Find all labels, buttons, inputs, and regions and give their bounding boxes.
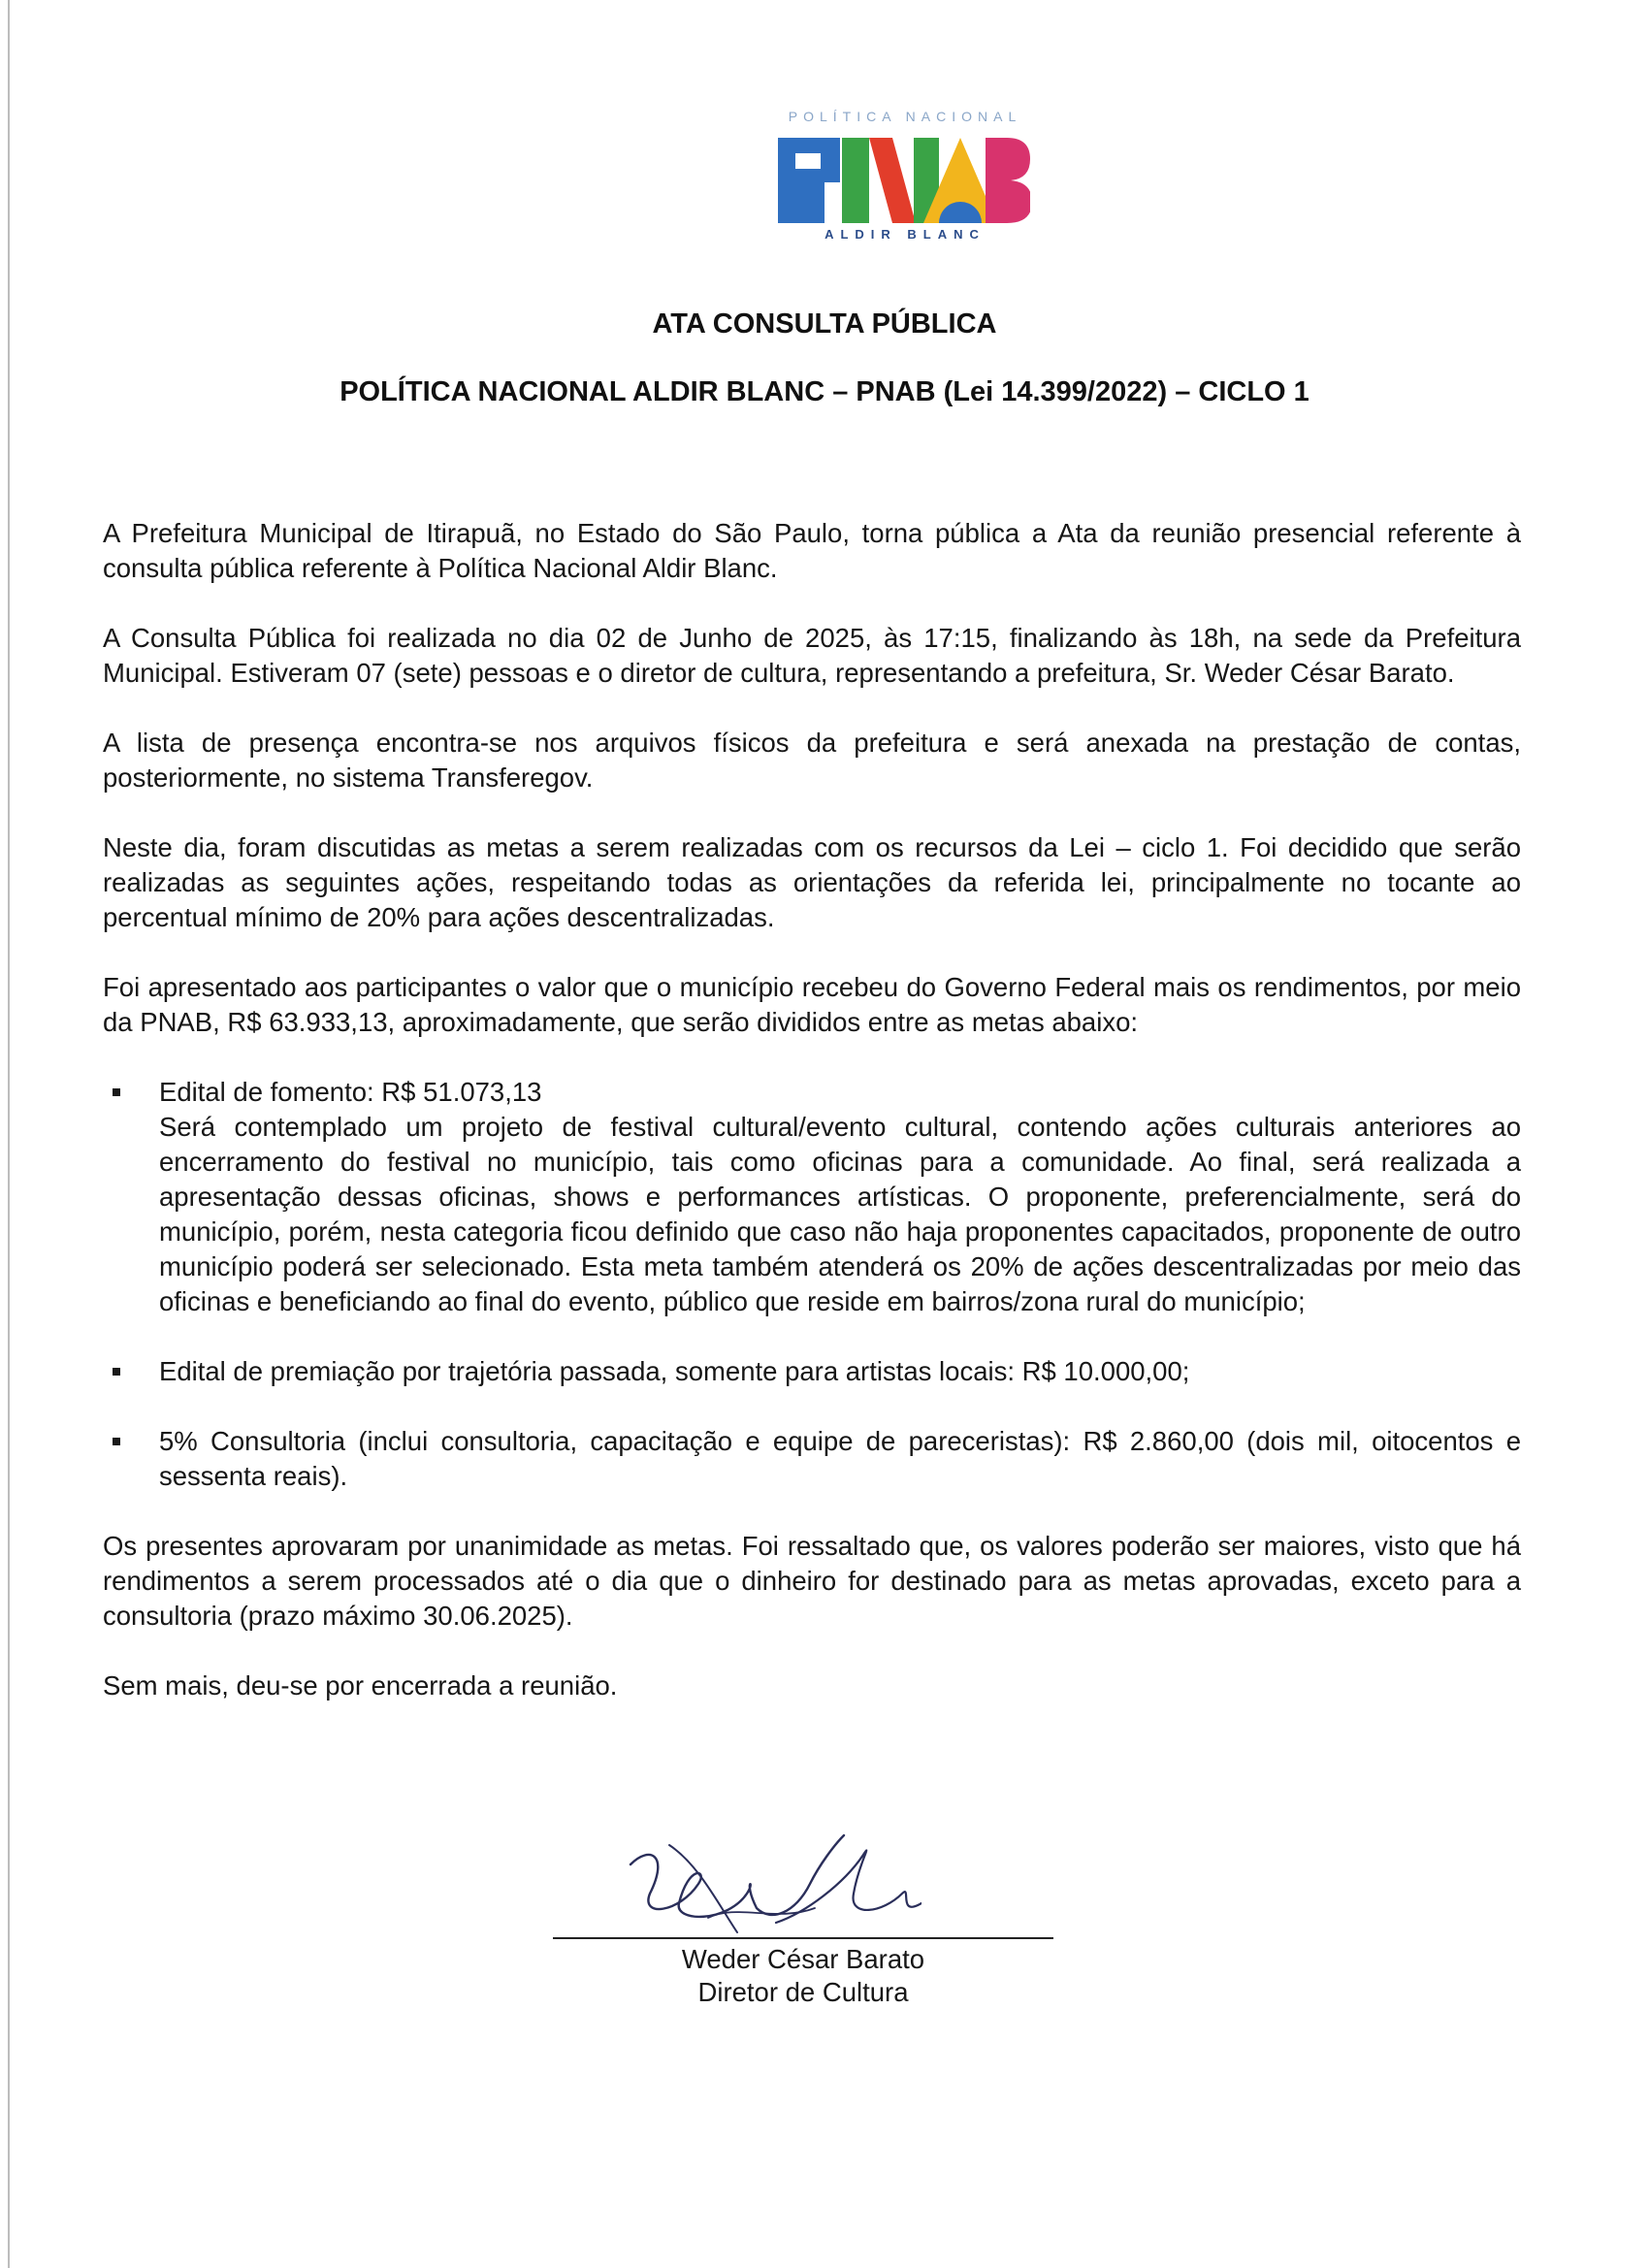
paragraph-closing: Sem mais, deu-se por encerrada a reunião. bbox=[103, 1670, 618, 1701]
goals-list bbox=[103, 1075, 1521, 1494]
logo-letter-p bbox=[778, 138, 824, 223]
goal-heading: Edital de premiação por trajetória passada, somente para artistas locais: R$ 10.000,00; bbox=[159, 1356, 1190, 1386]
paragraph-goals-discussed: Neste dia, foram discutidas as metas a serem realizadas com os recursos da Lei – ciclo 1. Foi decidido que serão realizadas as seguintes ações, respeitando todas as orientações da referida lei, principalmente no tocante ao percentual mínimo de 20% para ações descentralizadas. bbox=[103, 832, 1521, 932]
paragraph-meeting: A Consulta Pública foi realizada no dia 02 de Junho de 2025, às 17:15, finalizando às 18h, na sede da Prefeitura Municipal. Estiveram 07 (sete) pessoas e o diretor de cultura, representando a prefeitura, Sr. Weder César Barato. bbox=[103, 623, 1521, 688]
logo-letter-b bbox=[986, 138, 1007, 223]
goal-item bbox=[103, 1354, 1521, 1389]
paragraph-attendance: A lista de presença encontra-se nos arquivos físicos da prefeitura e será anexada na prestação de contas, posteriormente, no sistema Transferegov. bbox=[103, 728, 1521, 793]
document-body bbox=[103, 516, 1521, 1738]
signature-block bbox=[553, 1826, 1057, 2007]
goal-item bbox=[103, 1075, 1521, 1319]
goal-heading: Edital de fomento: R$ 51.073,13 bbox=[159, 1077, 542, 1107]
pnab-logo bbox=[774, 109, 1036, 244]
paragraph-budget: Foi apresentado aos participantes o valor que o município recebeu do Governo Federal mais os rendimentos, por meio da PNAB, R$ 63.933,13, aproximadamente, que serão divididos entre as metas abaixo: bbox=[103, 972, 1521, 1037]
logo-letter-n-left bbox=[842, 138, 869, 223]
goal-detail: Será contemplado um projeto de festival cultural/evento cultural, contendo ações culturais anteriores ao encerramento do festival no município, tais como oficinas para a comunidade. Ao final, será realizada a apresentação dessas oficinas, shows e performances artísticas. O proponente, preferencialmente, será do município, porém, nesta categoria ficou definido que caso não haja proponentes capacitados, proponente de outro município poderá ser selecionado. Esta meta também atenderá os 20% de ações descentralizadas por meio das oficinas e beneficiando ao final do evento, público que reside em bairros/zona rural do município; bbox=[159, 1112, 1521, 1316]
signature-line bbox=[553, 1937, 1053, 1939]
goal-heading: 5% Consultoria (inclui consultoria, capacitação e equipe de pareceristas): R$ 2.860,00 (dois mil, oitocentos e sessenta reais). bbox=[159, 1426, 1521, 1491]
signatory-name: Weder César Barato bbox=[681, 1944, 925, 1974]
logo-bottom-text: ALDIR BLANC bbox=[824, 227, 986, 242]
goal-item bbox=[103, 1424, 1521, 1494]
page-title: ATA CONSULTA PÚBLICA bbox=[652, 308, 997, 340]
logo-letter-b-bowls bbox=[1007, 138, 1030, 223]
paragraph-intro: A Prefeitura Municipal de Itirapuã, no Estado do São Paulo, torna pública a Ata da reunião presencial referente à consulta pública referente à Política Nacional Aldir Blanc. bbox=[103, 518, 1521, 583]
bullet-icon bbox=[113, 1088, 120, 1096]
bullet-icon bbox=[113, 1438, 120, 1445]
bullet-icon bbox=[113, 1368, 120, 1376]
logo-top-text: POLÍTICA NACIONAL bbox=[788, 109, 1022, 124]
logo-letter-n-diagonal bbox=[869, 138, 916, 223]
paragraph-approval: Os presentes aprovaram por unanimidade as metas. Foi ressaltado que, os valores poderão ser maiores, visto que há rendimentos a serem processados até o dia que o dinheiro for destinado para as metas aprovadas, exceto para a consultoria (prazo máximo 30.06.2025). bbox=[103, 1531, 1521, 1631]
signatory-role: Diretor de Cultura bbox=[697, 1977, 909, 2007]
page-subtitle: POLÍTICA NACIONAL ALDIR BLANC – PNAB (Lei 14.399/2022) – CICLO 1 bbox=[340, 376, 1310, 407]
pnab-logo-mark bbox=[778, 134, 1030, 227]
logo-letter-p-bowl bbox=[824, 138, 840, 182]
handwritten-signature bbox=[611, 1826, 922, 1937]
logo-letter-p-hole bbox=[795, 153, 821, 169]
